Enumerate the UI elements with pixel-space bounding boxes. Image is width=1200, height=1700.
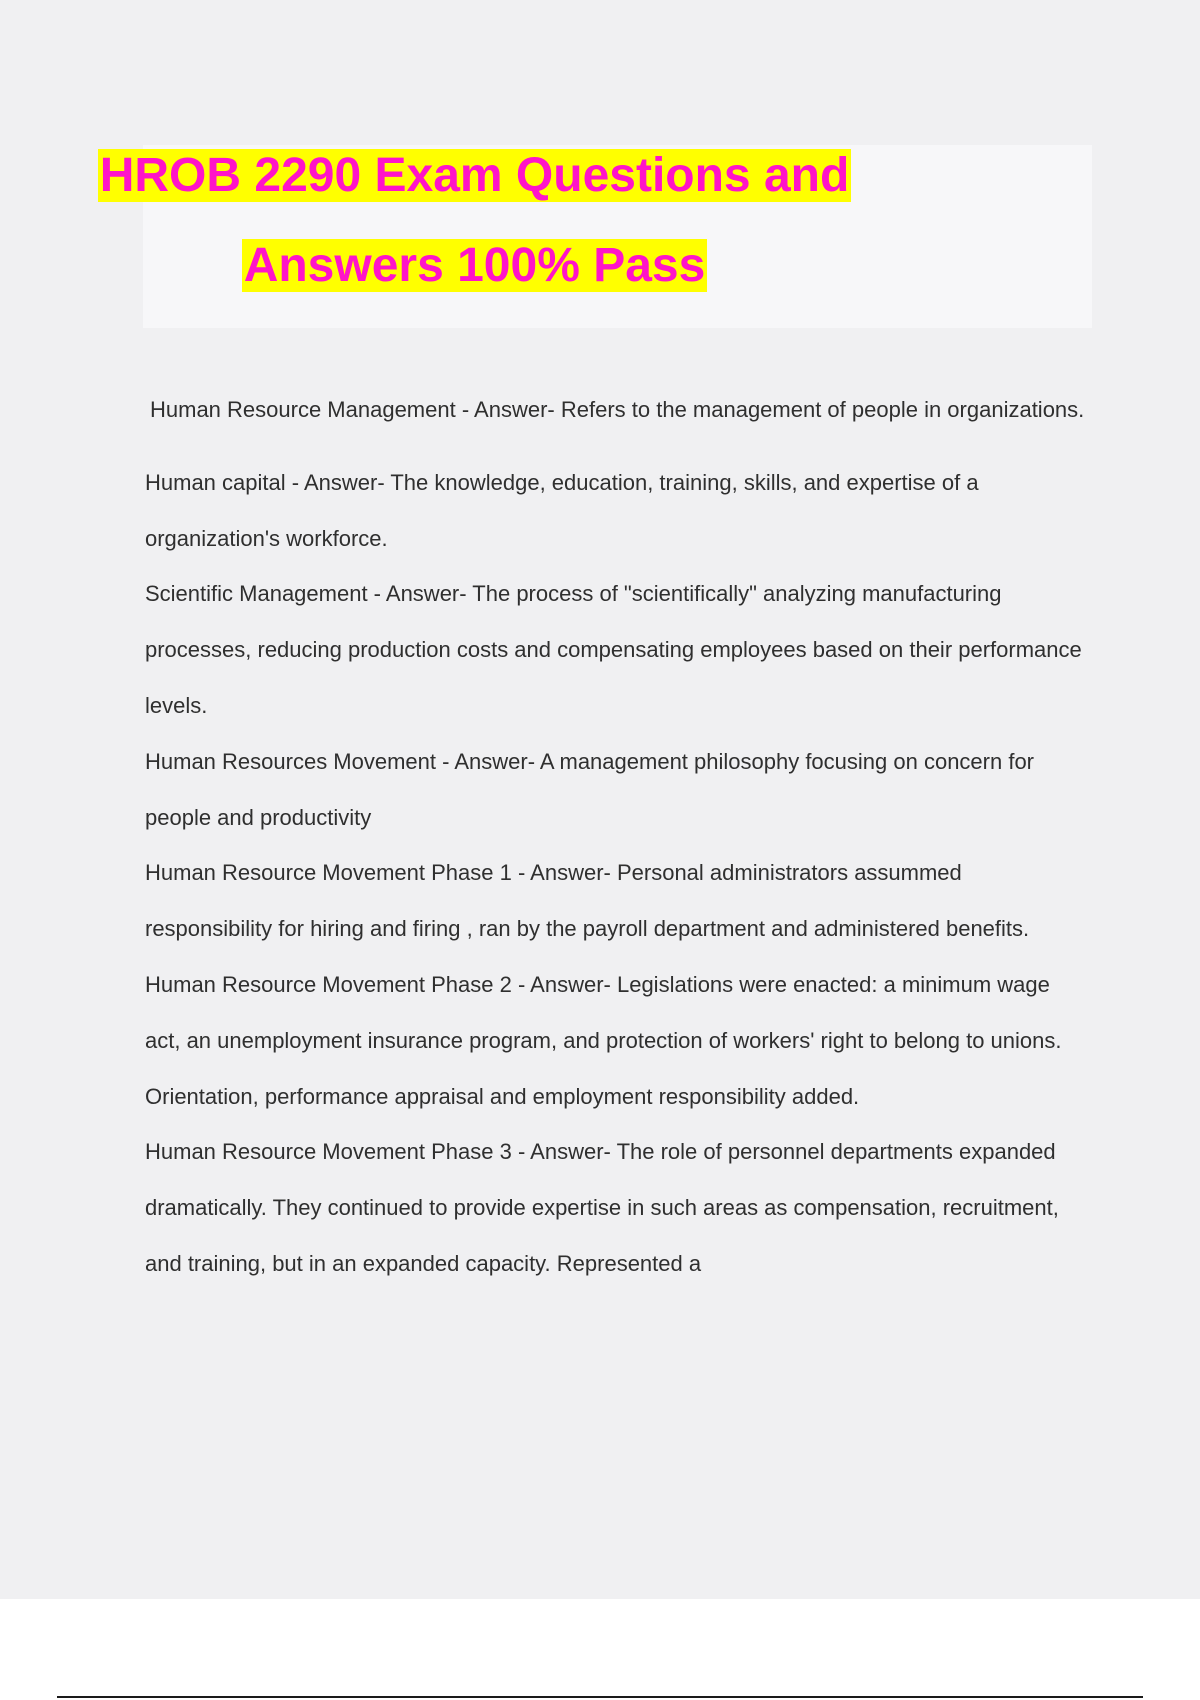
qa-entry-movement-phase-1: Human Resource Movement Phase 1 - Answer- Personal administrators assummed responsibility for hiring and firing , ran by the payroll department and administered benefits. [145,860,1030,942]
qa-list [145,382,1085,1292]
qa-entry-movement-phase-3: Human Resource Movement Phase 3 - Answer- The role of personnel departments expanded dramatically. They continued to provide expertise in such areas as compensation, recruitment, and training, but in an expanded capacity. Represented a [145,1139,1059,1276]
title-highlight-1: HROB 2290 Exam Questions and [99,149,850,202]
footer-divider [57,1696,1143,1698]
qa-entry-human-resources-movement: Human Resources Movement - Answer- A management philosophy focusing on concern for people and productivity [145,748,1035,830]
qa-entry-movement-phase-2: Human Resource Movement Phase 2 - Answer- Legislations were enacted: a minimum wage act, an unemployment insurance program, and protection of workers' right to belong to unions. Orientation, performance appraisal and employment responsibility added. [145,971,1062,1109]
document-title-line-2 [0,236,949,296]
document-title-line-1 [0,146,949,206]
qa-entry-human-capital: Human capital - Answer- The knowledge, education, training, skills, and expertise of a organization's workforce. [145,469,979,551]
qa-entry-scientific-management: Scientific Management - Answer- The process of "scientifically" analyzing manufacturing processes, reducing production costs and compensating employees based on their performance levels. [145,581,1082,718]
qa-entry-human-resource-management: Human Resource Management - Answer- Refers to the management of people in organizations. [150,397,1085,422]
title-highlight-2: Answers 100% Pass [243,239,706,292]
